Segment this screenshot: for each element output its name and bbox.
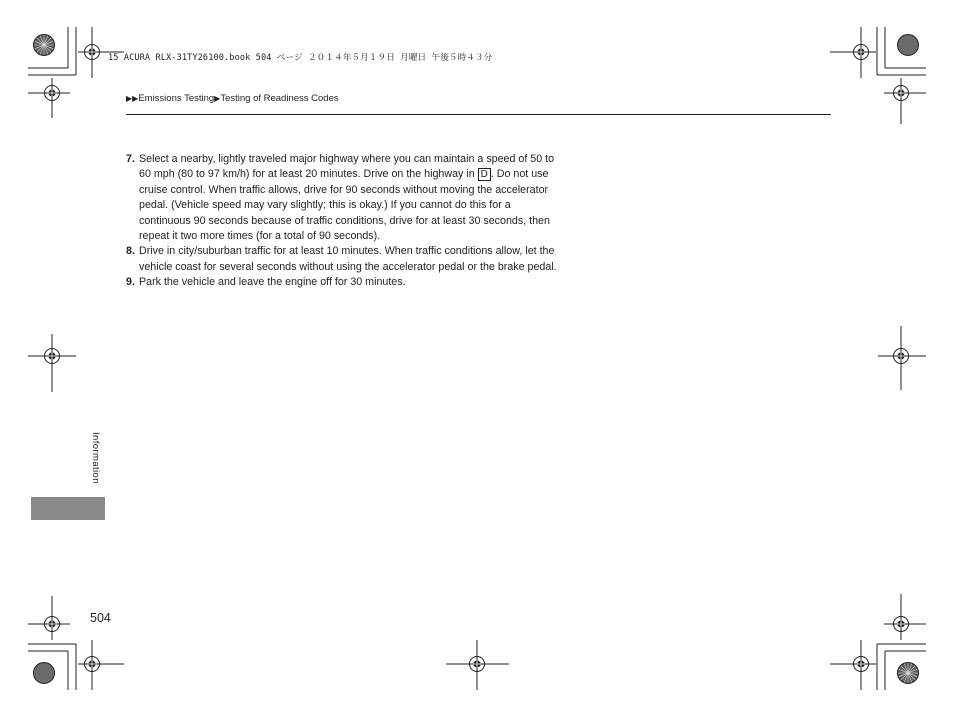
page-number: 504	[90, 611, 111, 625]
breadcrumb-section[interactable]: Emissions Testing	[138, 93, 215, 104]
procedure-steps	[126, 152, 558, 291]
arrow-icon: ▶	[214, 94, 221, 103]
step-9	[126, 275, 558, 290]
gear-d-icon: D	[478, 168, 491, 181]
step-number: 9.	[126, 276, 135, 289]
step-text-part: Select a nearby, lightly traveled major highway where you can maintain a speed of 50 to 60 mph (80 to 97 km/h) for at least 20 minutes. Drive on the highway in	[139, 153, 555, 181]
book-file-info: 15 ACURA RLX-31TY26100.book 504 ページ ２０１４年５月１９日 月曜日 午後５時４３分	[108, 53, 493, 63]
section-side-label: Information	[90, 432, 101, 484]
step-7	[126, 152, 558, 244]
step-text-part: . Do not use cruise control. When traffic allows, drive for 90 seconds without moving the accelerator pedal. (Vehicle speed may vary slightly; this is okay.) If you cannot do this for a continuous 90 seconds because of traffic conditions, drive for at least 30 seconds, then repeat it two more times (for a total of 90 seconds).	[139, 168, 550, 243]
breadcrumb-subsection: Testing of Readiness Codes	[220, 93, 339, 104]
step-number: 8.	[126, 245, 135, 258]
step-text: Park the vehicle and leave the engine off for 30 minutes.	[139, 276, 406, 289]
step-text	[139, 152, 558, 244]
double-arrow-icon: ▶▶	[126, 94, 139, 103]
step-number: 7.	[126, 153, 135, 165]
step-8	[126, 244, 558, 275]
breadcrumb	[126, 93, 339, 104]
step-text: Drive in city/suburban traffic for at least 10 minutes. When traffic conditions allow, let the vehicle coast for several seconds without using the accelerator pedal or the brake pedal.	[139, 245, 557, 273]
header-rule	[126, 114, 831, 115]
section-tab	[31, 497, 105, 520]
